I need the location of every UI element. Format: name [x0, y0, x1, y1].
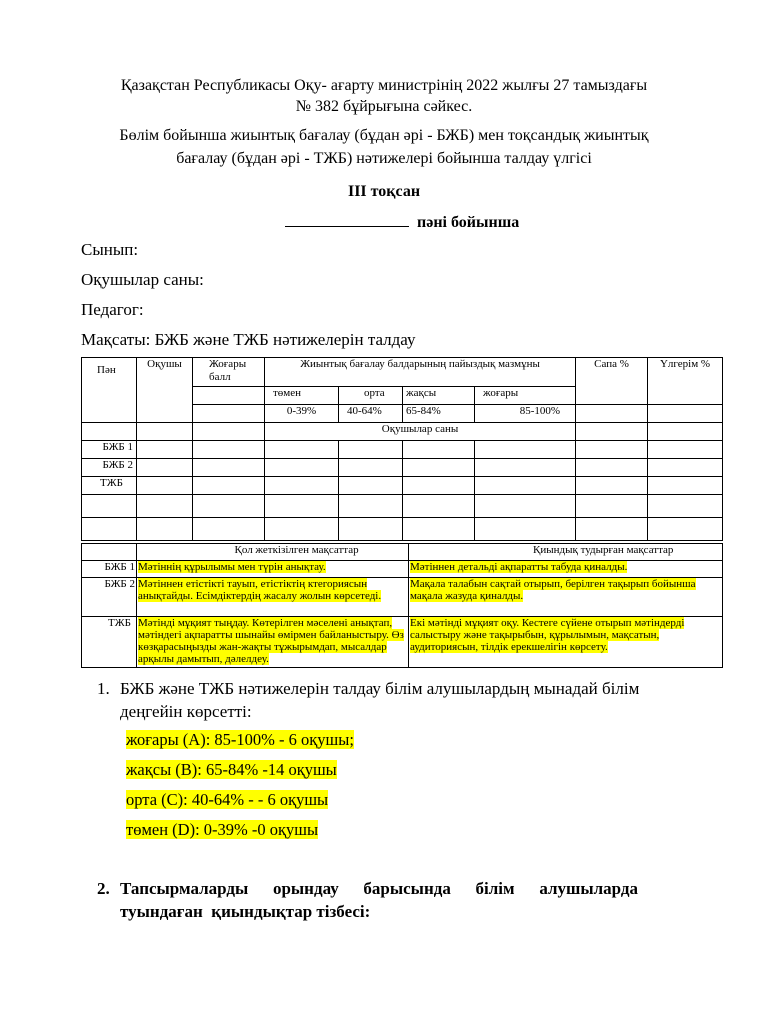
- item1-line2: деңгейін көрсетті:: [120, 702, 252, 721]
- level-good-result: жақсы (B): 65-84% -14 оқушы: [126, 760, 337, 779]
- quarter-title: ІІІ тоқсан: [347, 183, 421, 200]
- subject-line: [285, 212, 519, 233]
- level-good: жақсы: [403, 387, 475, 405]
- empty-cell: [193, 423, 265, 441]
- item1-number: 1.: [97, 679, 110, 698]
- range-high: 85-100%: [475, 405, 576, 423]
- empty-cell: [137, 423, 193, 441]
- level-high-result: жоғары (A): 85-100% - 6 оқушы;: [126, 730, 354, 749]
- header-line-4: бағалау (бұдан әрі - ТЖБ) нәтижелері бойынша талдау үлгісі: [176, 150, 592, 167]
- range-low: 0-39%: [265, 405, 339, 423]
- achieved-header: Қол жеткізілген мақсаттар: [210, 544, 409, 561]
- item2-number: 2.: [97, 879, 110, 898]
- col-max-header: Жоғары балл: [193, 358, 265, 387]
- difficult-header: Қиындық тудырған мақсаттар: [409, 544, 723, 561]
- col-quality-header: Сапа %: [576, 358, 648, 405]
- level-high: жоғары: [475, 387, 576, 405]
- goal-achieved-text: Мәтіннің құрылымы мен түрін анықтау.: [138, 561, 326, 573]
- level-mid: орта: [339, 387, 403, 405]
- students-label: Оқушылар саны:: [81, 270, 204, 289]
- col-subject-header: Пән: [82, 358, 137, 423]
- students-count-header: Оқушылар саны: [265, 423, 576, 441]
- item2-word: алушыларда: [539, 879, 638, 898]
- range-mid: 40-64%: [339, 405, 403, 423]
- goals-table: [81, 543, 723, 668]
- item2-word: білім: [475, 879, 515, 898]
- goal-achieved-text: Мәтіннен етістікті тауып, етістіктің ктегориясын анықтайды. Есімдіктердің жасалу жолын көрсетеді.: [138, 578, 382, 602]
- empty-cell: [82, 423, 137, 441]
- goal-row-label: ТЖБ: [82, 617, 137, 668]
- empty-cell: [193, 387, 265, 405]
- col-student-header: Оқушы: [137, 358, 193, 423]
- empty-cell: [193, 405, 265, 423]
- goal-label: Мақсаты: БЖБ және ТЖБ нәтижелерін талдау: [81, 330, 416, 349]
- level-low-result: төмен (D): 0-39% -0 оқушы: [126, 820, 319, 839]
- empty-cell: [648, 405, 723, 423]
- item2-word: Тапсырмаларды: [120, 879, 249, 898]
- header-line-1: Қазақстан Республикасы Оқу- ағарту министрінің 2022 жылғы 27 тамыздағы: [120, 77, 648, 94]
- empty-cell: [576, 423, 648, 441]
- row-label-bjb2: БЖБ 2: [82, 459, 137, 477]
- level-mid-result: орта (C): 40-64% - - 6 оқушы: [126, 790, 329, 809]
- teacher-label: Педагог:: [81, 300, 144, 319]
- goal-row-label: БЖБ 2: [82, 578, 137, 617]
- goal-achieved-text: Мәтінді мұқият тыңдау. Көтерілген мәселені анықтап, мәтіндегі ақпаратты шынайы өмірмен байланыстыру. Өз көзқарасыңызды жан-жақты тұжырымдап, мысалдар арқылы дамытып, дәлелдеу.: [138, 617, 404, 665]
- subject-blank: [285, 212, 409, 227]
- goal-row-label: БЖБ 1: [82, 561, 137, 578]
- header-line-3: Бөлім бойынша жиынтық бағалау (бұдан әрі - БЖБ) мен тоқсандық жиынтық: [119, 127, 649, 144]
- goal-difficult-text: Мәтіннен детальді ақпаратты табуда қиналды.: [410, 561, 628, 573]
- class-label: Сынып:: [81, 240, 139, 259]
- goal-difficult-text: Екі мәтінді мұқият оқу. Кестеге сүйене отырып мәтіндерді салыстыру және тақырыбын, құрылымын, мақсатын, аудиториясын, тілдік ерекшелігін көрсету.: [410, 617, 685, 653]
- row-label-tjb: ТЖБ: [82, 477, 137, 495]
- goal-difficult-text: Мақала талабын сақтай отырып, берілген тақырып бойынша мақала жазуда қиналды.: [410, 578, 696, 602]
- header-line-2: № 382 бұйрығына сәйкес.: [295, 98, 473, 115]
- item2-word: барысында: [363, 879, 451, 898]
- range-good: 65-84%: [403, 405, 475, 423]
- col-progress-header: Үлгерім %: [648, 358, 723, 405]
- col-content-header: Жиынтық бағалау балдарының пайыздық мазмұны: [265, 358, 576, 387]
- item2-line1: [120, 877, 638, 900]
- subject-suffix: пәні бойынша: [417, 214, 520, 231]
- level-low: төмен: [265, 387, 339, 405]
- empty-cell: [576, 405, 648, 423]
- item2-line2: туындаған қиындықтар тізбесі:: [120, 902, 371, 921]
- empty-cell: [648, 423, 723, 441]
- row-label-bjb1: БЖБ 1: [82, 441, 137, 459]
- results-table: [81, 357, 723, 541]
- item1-line1: БЖБ және ТЖБ нәтижелерін талдау білім алушылардың мынадай білім: [120, 679, 640, 698]
- item2-word: орындау: [272, 879, 339, 898]
